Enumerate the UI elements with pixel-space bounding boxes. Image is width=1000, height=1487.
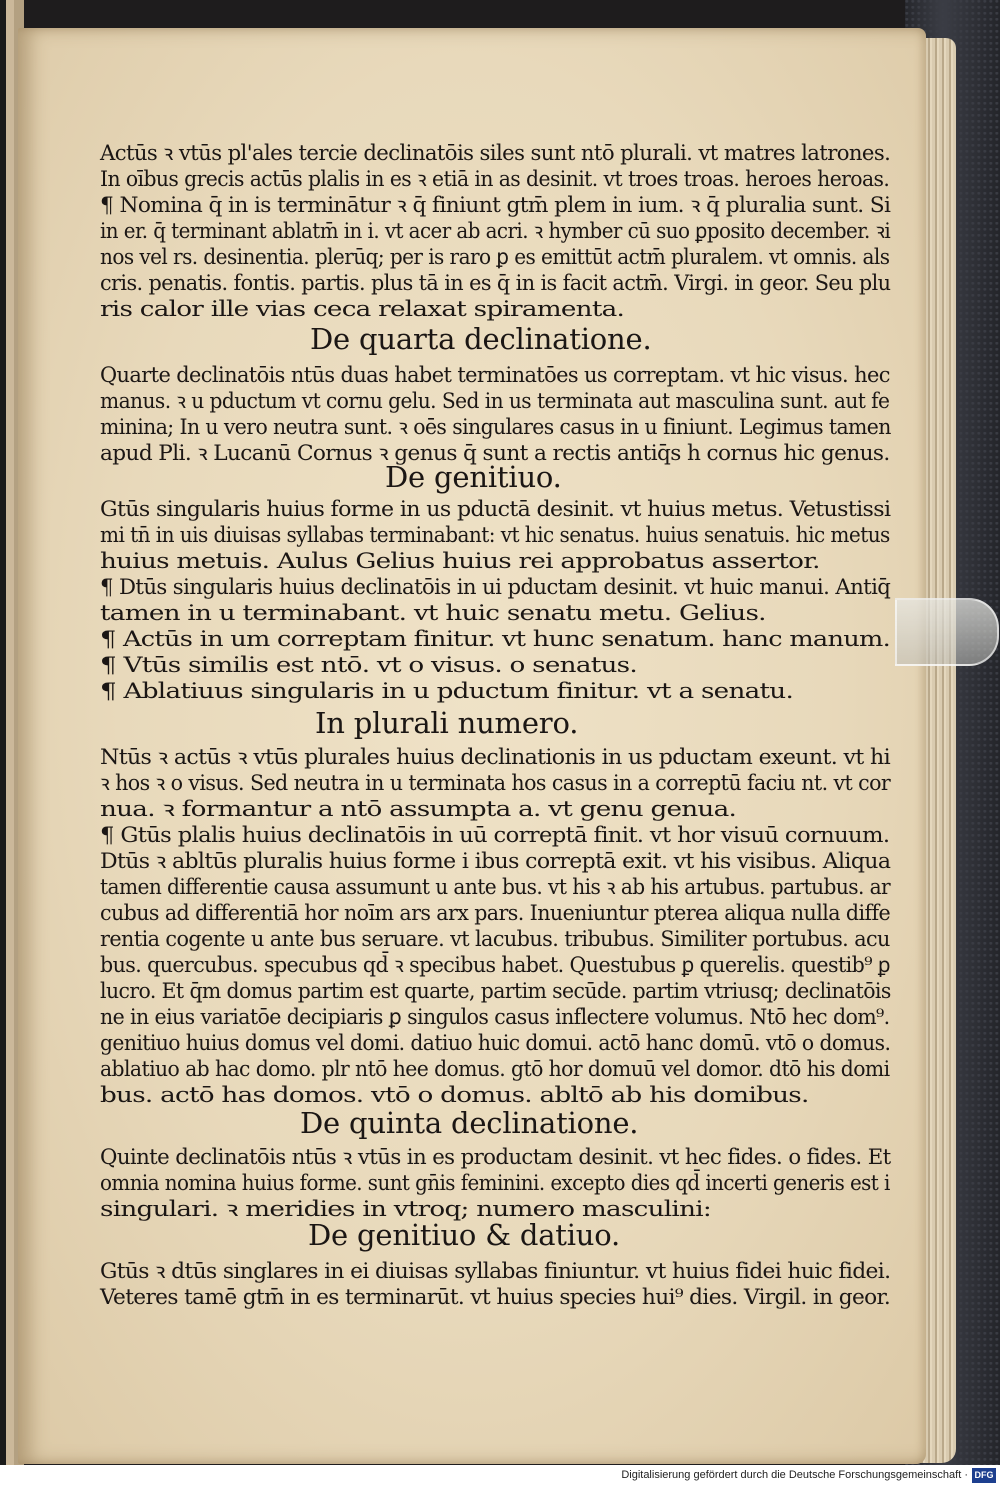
text-line: lucro. Et q̄m domus partim est quarte, partim secūde. partim vtriusq; declinatōis (100, 979, 891, 1003)
text-line: nos vel rs. desinentia. plerūq; per is raro ꝑ es emittūt actm̄ pluralem. vt omnis. als (100, 245, 890, 269)
footer-bar (0, 1465, 1000, 1487)
text-line: minina; In u vero neutra sunt. ꝛ oēs singulares casus in u finiunt. Legimus tamen (100, 415, 891, 439)
section-heading: De quarta declinatione. (310, 322, 652, 356)
text-line: huius metuis. Aulus Gelius huius rei approbatus assertor. (100, 549, 820, 573)
text-line: ¶ Vtūs similis est ntō. vt o visus. o senatus. (100, 653, 637, 677)
text-line: bus. actō has domos. vtō o domus. abltō ab his domibus. (100, 1083, 809, 1107)
text-line: cris. penatis. fontis. partis. plus tā in es q̄ in is facit actm̄. Virgi. in geor. Seu plu (100, 271, 891, 295)
text-line: Gtūs singularis huius forme in us pductā desinit. vt huius metus. Vetustissi (100, 497, 891, 521)
section-heading: De genitiuo & datiuo. (308, 1218, 621, 1252)
text-line: ris calor ille vias ceca relaxat spiramenta. (100, 297, 625, 321)
text-line: manus. ꝛ u pductum vt cornu gelu. Sed in us terminata aut masculina sunt. aut fe (100, 389, 890, 413)
text-line: mi tn̄ in uis diuisas syllabas terminabant: vt hic senatus. huius senatuis. hic metus (100, 523, 890, 547)
text-line: Ntūs ꝛ actūs ꝛ vtūs plurales huius declinationis in us pductam exeunt. vt hi (100, 745, 891, 769)
text-line: Dtūs ꝛ abltūs pluralis huius forme i ibus correptā exit. vt his visibus. Aliqua (100, 849, 891, 873)
text-line: Veteres tamē gtm̄ in es terminarūt. vt huius species hui⁹ dies. Virgil. in geor. (100, 1285, 891, 1309)
text-line: tamen differentie causa assumunt u ante bus. vt his ꝛ ab his artubus. partubus. ar (100, 875, 891, 899)
text-line: ¶ Nomina q̄ in is terminātur ꝛ q̄ finiunt gtm̄ plem in ium. ꝛ q̄ pluralia sunt. Si (100, 193, 891, 217)
text-line: in er. q̄ terminant ablatm̄ in i. vt acer ab acri. ꝛ hymber cū suo ꝑposito december. ꝛi (100, 219, 891, 243)
text-line: In oībus grecis actūs plalis in es ꝛ etiā in as desinit. vt troes troas. heroes heroas. (100, 167, 890, 191)
footer-credit: Digitalisierung gefördert durch die Deutsche Forschungsgemeinschaft · (621, 1469, 968, 1481)
text-line: ¶ Ablatiuus singularis in u pductum finitur. vt a senatu. (100, 679, 794, 703)
text-line: ne in eius variatōe decipiaris ꝑ singulos casus inflectere volumus. Ntō hec dom⁹. (100, 1005, 890, 1029)
text-line: Quinte declinatōis ntūs ꝛ vtūs in es productam desinit. vt hec fides. o fides. Et (100, 1145, 891, 1169)
text-line: apud Pli. ꝛ Lucanū Cornus ꝛ genus q̄ sunt a rectis antiq̄s h cornus hic genus. (100, 441, 890, 465)
section-heading: De quinta declinatione. (300, 1106, 639, 1140)
text-line: ablatiuo ab hac domo. plr ntō hee domus. gtō hor domuū vel domor. dtō his domi (100, 1057, 890, 1081)
section-heading: De genitiuo. (385, 460, 562, 494)
text-line: Gtūs ꝛ dtūs singlares in ei diuisas syllabas finiuntur. vt huius fidei huic fidei. (100, 1259, 891, 1283)
text-line: Quarte declinatōis ntūs duas habet terminatōes us correptam. vt hic visus. hec (100, 363, 890, 387)
text-line: ¶ Actūs in um correptam finitur. vt hunc senatum. hanc manum. (100, 627, 891, 651)
text-line: ¶ Gtūs plalis huius declinatōis in uū correptā finit. vt hor visuū cornuum. (100, 823, 890, 847)
text-line: Actūs ꝛ vtūs pl'ales tercie declinatōis siles sunt ntō plurali. vt matres latrones. (100, 141, 891, 165)
text-line: omnia nomina huius forme. sunt gn̄is feminini. excepto dies qd̄ incerti generis est i (100, 1171, 890, 1195)
text-line: cubus ad differentiā hor noīm ars arx pars. Inueniuntur pterea aliqua nulla diffe (100, 901, 891, 925)
dfg-logo: DFG (972, 1468, 996, 1483)
text-line: bus. quercubus. specubus qd̄ ꝛ specibus habet. Questubus ꝑ querelis. questib⁹ ꝑ (100, 953, 890, 977)
text-line: ꝛ hos ꝛ o visus. Sed neutra in u terminata hos casus in a correptū faciu nt. vt cor (100, 771, 891, 795)
text-line: genitiuo huius domus vel domi. datiuo huic domui. actō hanc domū. vtō o domus. (100, 1031, 891, 1055)
page-clip (895, 598, 999, 666)
book-page (18, 28, 926, 1464)
text-line: tamen in u terminabant. vt huic senatu metu. Gelius. (100, 601, 766, 625)
section-heading: In plurali numero. (315, 706, 579, 740)
text-line: nua. ꝛ formantur a ntō assumpta a. vt genu genua. (100, 797, 737, 821)
text-line: ¶ Dtūs singularis huius declinatōis in ui pductam desinit. vt huic manui. Antiq̄ (100, 575, 891, 599)
text-line: singulari. ꝛ meridies in vtroq; numero masculini: (100, 1197, 711, 1221)
text-line: rentia cogente u ante bus seruare. vt lacubus. tribubus. Similiter portubus. acu (100, 927, 890, 951)
